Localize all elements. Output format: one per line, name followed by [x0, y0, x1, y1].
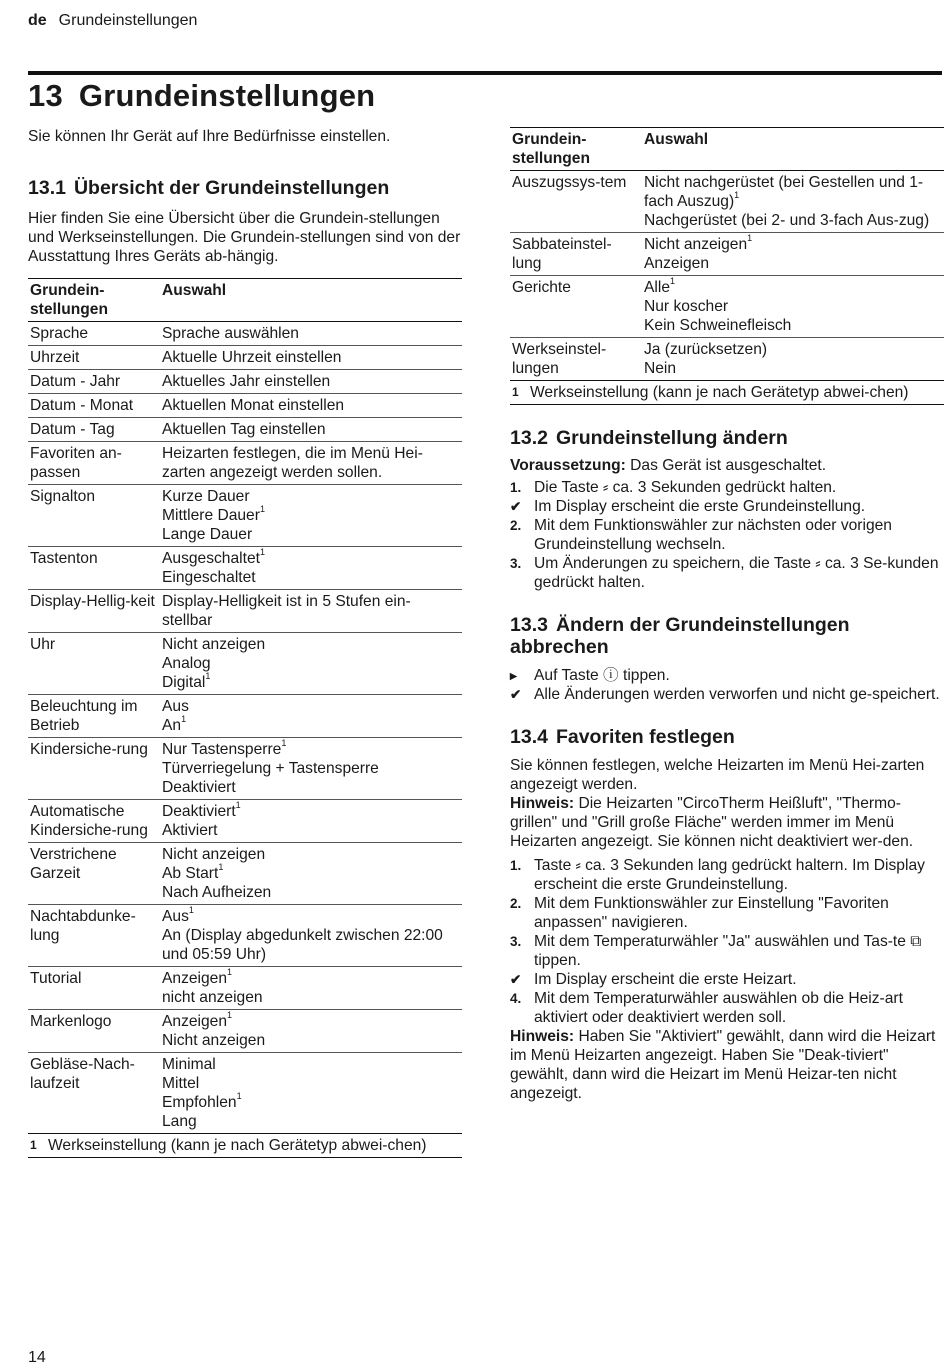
right-column [510, 127, 944, 1103]
option-value [162, 324, 460, 343]
table-row [28, 800, 462, 843]
table-row [28, 633, 462, 695]
step-marker: 1. [510, 858, 522, 873]
setting-options [160, 738, 462, 800]
header-setting: Grundein-stellungen [30, 282, 108, 318]
option-value [162, 759, 460, 778]
footnote-mark: 1 [30, 1138, 37, 1152]
option-text: Aktuelle Uhrzeit einstellen [162, 349, 342, 366]
option-text: An [162, 717, 182, 734]
option-value [162, 525, 460, 544]
factory-default-mark: 1 [218, 861, 224, 872]
page-number: 14 [28, 1349, 46, 1366]
section-13-4-steps [510, 856, 944, 1027]
table-row [510, 276, 944, 338]
step-item [510, 856, 944, 894]
step-text: Alle Änderungen werden verworfen und nicht ge-speichert. [534, 686, 940, 703]
section-title: Favoriten festlegen [555, 726, 735, 748]
step-text: Die Taste ⸗ ca. 3 Sekunden gedrückt halten. [534, 479, 837, 496]
step-item [510, 970, 944, 989]
setting-options [160, 370, 462, 394]
option-text: Nach Aufheizen [162, 884, 272, 901]
option-value [162, 670, 460, 692]
footnote-mark: 1 [512, 385, 519, 399]
intro-text: Sie können Ihr Gerät auf Ihre Bedürfnisse einstellen. [28, 128, 391, 145]
table-row [510, 338, 944, 381]
note-1 [510, 794, 944, 851]
setting-name: Werkseinstel-lungen [512, 341, 607, 377]
step-marker: 1. [510, 480, 522, 495]
factory-default-mark: 1 [188, 904, 194, 915]
option-value [162, 821, 460, 840]
option-text: Heizarten festlegen, die im Menü Hei-zarten angezeigt werden sollen. [162, 445, 423, 481]
setting-name: Gerichte [512, 279, 571, 296]
option-value [162, 1090, 460, 1112]
setting-options [642, 276, 944, 338]
step-text: Auf Taste ⓘ tippen. [534, 667, 670, 684]
option-value [644, 211, 942, 230]
option-value [644, 297, 942, 316]
step-marker: 4. [510, 991, 522, 1006]
option-value [162, 420, 460, 439]
table-2-footnote [510, 381, 944, 405]
setting-options [160, 1053, 462, 1134]
setting-name: Uhr [30, 636, 56, 653]
option-value [162, 1112, 460, 1131]
option-text: Nicht anzeigen [162, 1032, 266, 1049]
step-marker: ▸ [510, 668, 517, 683]
option-text: Kurze Dauer [162, 488, 250, 505]
prerequisite [510, 456, 944, 475]
option-value [162, 396, 460, 415]
step-item [510, 554, 944, 592]
factory-default-mark: 1 [227, 966, 233, 977]
option-text: Display-Helligkeit ist in 5 Stufen ein-stellbar [162, 593, 411, 629]
option-text: Minimal [162, 1056, 216, 1073]
table-row [28, 418, 462, 442]
setting-name: Beleuchtung im Betrieb [30, 698, 138, 734]
setting-options [160, 322, 462, 346]
section-number: 13.4 [510, 726, 548, 748]
option-text: Nicht anzeigen [162, 636, 266, 653]
option-text: Aus [162, 908, 189, 925]
option-value [162, 904, 460, 926]
option-value [162, 503, 460, 525]
option-value [162, 372, 460, 391]
setting-options [160, 418, 462, 442]
section-title: Ändern der Grundeinstellungen abbrechen [510, 614, 850, 658]
factory-default-mark: 1 [670, 275, 676, 286]
step-item [510, 932, 944, 970]
setting-options [160, 394, 462, 418]
option-value [644, 254, 942, 273]
step-text: Mit dem Funktionswähler zur nächsten oder vorigen Grundeinstellung wechseln. [534, 517, 892, 553]
table-row [28, 346, 462, 370]
table-row [28, 547, 462, 590]
section-13-3-heading [510, 614, 944, 658]
option-text: Lange Dauer [162, 526, 253, 543]
option-value [162, 845, 460, 864]
option-text: nicht anzeigen [162, 989, 263, 1006]
running-header [28, 12, 197, 30]
setting-name: Datum - Monat [30, 397, 134, 414]
note-text: Haben Sie "Aktiviert" gewählt, dann wird die Heizart im Menü Heizarten angezeigt. Haben Sie "Deak-tiviert" gewählt, dann wird die Heizart im Menü Heizar-ten nicht angezeigt. [510, 1028, 936, 1102]
table-row [28, 1053, 462, 1134]
setting-name: Datum - Tag [30, 421, 115, 438]
option-text: Ausgeschaltet [162, 550, 260, 567]
setting-name: Display-Hellig-keit [30, 593, 155, 610]
step-marker: ✔ [510, 687, 522, 702]
setting-options [160, 547, 462, 590]
option-value [644, 275, 942, 297]
setting-options [160, 346, 462, 370]
option-text: Deaktiviert [162, 803, 236, 820]
option-value [162, 861, 460, 883]
setting-name: Gebläse-Nach-laufzeit [30, 1056, 135, 1092]
option-text: Mittel [162, 1075, 200, 1092]
section-13-2-steps [510, 478, 944, 592]
factory-default-mark: 1 [235, 799, 241, 810]
step-text: Mit dem Funktionswähler zur Einstellung "Favoriten anpassen" navigieren. [534, 895, 889, 931]
factory-default-mark: 1 [181, 713, 187, 724]
step-text: Mit dem Temperaturwähler auswählen ob die Heiz-art aktiviert oder deaktiviert werden soll. [534, 990, 903, 1026]
option-value [162, 778, 460, 797]
header-setting: Grundein-stellungen [512, 131, 590, 167]
table-row [28, 967, 462, 1010]
setting-options [160, 633, 462, 695]
option-text: Nein [644, 360, 677, 377]
option-value [644, 359, 942, 378]
setting-name: Nachtabdunke-lung [30, 908, 136, 944]
table-row [28, 695, 462, 738]
setting-name: Favoriten an-passen [30, 445, 122, 481]
option-value [162, 988, 460, 1007]
setting-options [160, 1010, 462, 1053]
header-options: Auswahl [162, 282, 227, 299]
setting-options [642, 171, 944, 233]
option-text: Nicht anzeigen [162, 846, 266, 863]
setting-name: Uhrzeit [30, 349, 80, 366]
section-13-2-heading [510, 427, 944, 449]
option-value [162, 799, 460, 821]
table-row [510, 233, 944, 276]
option-value [162, 444, 460, 482]
section-13-3-steps [510, 666, 944, 704]
table-row [28, 370, 462, 394]
option-text: Aktuellen Monat einstellen [162, 397, 345, 414]
option-value [644, 340, 942, 359]
option-value [162, 713, 460, 735]
setting-options [160, 590, 462, 633]
section-number: 13.1 [28, 177, 66, 199]
setting-name: Markenlogo [30, 1013, 112, 1030]
option-text: Analog [162, 655, 211, 672]
table-row [28, 590, 462, 633]
section-number: 13.2 [510, 427, 548, 449]
option-text: Mittlere Dauer [162, 507, 260, 524]
option-text: Eingeschaltet [162, 569, 256, 586]
settings-table-1 [28, 278, 462, 1134]
option-text: Nachgerüstet (bei 2- und 3-fach Aus-zug) [644, 212, 930, 229]
factory-default-mark: 1 [259, 546, 265, 557]
header-rule [28, 71, 942, 75]
language-code: de [28, 12, 47, 29]
option-value [162, 966, 460, 988]
step-marker: 2. [510, 518, 522, 533]
setting-name: Signalton [30, 488, 96, 505]
setting-name: Automatische Kindersiche-rung [30, 803, 148, 839]
factory-default-mark: 1 [236, 1090, 242, 1101]
table-row [28, 905, 462, 967]
step-item [510, 497, 944, 516]
option-text: Deaktiviert [162, 779, 236, 796]
option-value [162, 1009, 460, 1031]
left-column [28, 127, 462, 1158]
table-row [28, 394, 462, 418]
option-value [162, 635, 460, 654]
option-text: Nicht nachgerüstet (bei Gestellen und 1-fach Auszug) [644, 174, 924, 210]
option-text: Digital [162, 674, 206, 691]
option-text: Lang [162, 1113, 197, 1130]
option-text: Nur Tastensperre [162, 741, 282, 758]
note-2 [510, 1027, 944, 1103]
table-row [28, 738, 462, 800]
table-header-row [510, 128, 944, 171]
prerequisite-text: Das Gerät ist ausgeschaltet. [625, 457, 827, 474]
step-item [510, 666, 944, 685]
setting-options [160, 905, 462, 967]
factory-default-mark: 1 [227, 1009, 233, 1020]
prerequisite-label: Voraussetzung: [510, 457, 626, 474]
setting-name: Sprache [30, 325, 89, 342]
option-text: Aus [162, 698, 189, 715]
settings-table-2-body [510, 171, 944, 381]
factory-default-mark: 1 [747, 232, 753, 243]
option-value [162, 1074, 460, 1093]
factory-default-mark: 1 [734, 189, 740, 200]
option-text: Anzeigen [162, 1013, 228, 1030]
header-options: Auswahl [644, 131, 709, 148]
table-header-row [28, 279, 462, 322]
note-text: Die Heizarten "CircoTherm Heißluft", "Thermo-grillen" und "Grill große Fläche" werden immer im Menü Heizarten angezeigt. Sie können nicht deaktiviert wer-den. [510, 795, 914, 850]
setting-name: Tutorial [30, 970, 82, 987]
option-value [162, 487, 460, 506]
setting-options [160, 485, 462, 547]
note-label: Hinweis: [510, 1028, 575, 1045]
option-text: Anzeigen [162, 970, 228, 987]
section-number: 13.3 [510, 614, 548, 636]
setting-name: Tastenton [30, 550, 98, 567]
option-text: Sprache auswählen [162, 325, 299, 342]
option-value [162, 546, 460, 568]
table-row [28, 322, 462, 346]
table-row [510, 171, 944, 233]
section-13-4-heading [510, 726, 944, 748]
option-value [644, 316, 942, 335]
option-value [162, 592, 460, 630]
option-value [162, 737, 460, 759]
step-marker: ✔ [510, 499, 522, 514]
step-text: Taste ⸗ ca. 3 Sekunden lang gedrückt haltern. Im Display erscheint die erste Grundeinstellung. [534, 857, 925, 893]
step-text: Um Änderungen zu speichern, die Taste ⸗ ca. 3 Se-kunden gedrückt halten. [534, 555, 939, 591]
option-text: Aktuelles Jahr einstellen [162, 373, 331, 390]
option-text: An (Display abgedunkelt zwischen 22:00 und 05:59 Uhr) [162, 927, 443, 963]
setting-name: Datum - Jahr [30, 373, 121, 390]
setting-name: Auszugssys-tem [512, 174, 627, 191]
option-value [162, 926, 460, 964]
setting-options [160, 967, 462, 1010]
factory-default-mark: 1 [205, 670, 211, 681]
section-13-4-text: Sie können festlegen, welche Heizarten im Menü Hei-zarten angezeigt werden. [510, 757, 925, 793]
option-value [162, 348, 460, 367]
option-value [644, 232, 942, 254]
factory-default-mark: 1 [259, 503, 265, 514]
step-item [510, 989, 944, 1027]
option-text: Nicht anzeigen [644, 236, 748, 253]
option-value [162, 568, 460, 587]
option-text: Nur koscher [644, 298, 729, 315]
option-value [162, 1055, 460, 1074]
setting-options [160, 800, 462, 843]
factory-default-mark: 1 [281, 737, 287, 748]
setting-options [160, 843, 462, 905]
chapter-title [28, 78, 375, 114]
option-text: Aktiviert [162, 822, 218, 839]
option-text: Aktuellen Tag einstellen [162, 421, 326, 438]
step-marker: 3. [510, 934, 522, 949]
table-row [28, 442, 462, 485]
settings-table-1-body [28, 322, 462, 1134]
step-marker: ✔ [510, 972, 522, 987]
section-13-1-text: Hier finden Sie eine Übersicht über die Grundein-stellungen und Werkseinstellungen. Die Grundein-stellungen sind von der Ausstattung Ihres Geräts ab-hängig. [28, 210, 461, 265]
option-text: Ja (zurücksetzen) [644, 341, 768, 358]
settings-table-2 [510, 127, 944, 381]
chapter-title-text: Grundeinstellungen [78, 78, 376, 113]
setting-name: Kindersiche-rung [30, 741, 148, 758]
setting-name: Verstrichene Garzeit [30, 846, 117, 882]
step-marker: 2. [510, 896, 522, 911]
section-13-1-heading [28, 177, 462, 199]
step-item [510, 685, 944, 704]
section-title: Übersicht der Grundeinstellungen [73, 177, 390, 199]
table-row [28, 1010, 462, 1053]
step-text: Mit dem Temperaturwähler "Ja" auswählen und Tas-te ⧉ tippen. [534, 933, 922, 969]
option-value [162, 1031, 460, 1050]
step-marker: 3. [510, 556, 522, 571]
option-text: Empfohlen [162, 1094, 237, 1111]
note-label: Hinweis: [510, 795, 575, 812]
header-section: Grundeinstellungen [58, 12, 198, 29]
option-text: Ab Start [162, 865, 219, 882]
footnote-text: Werkseinstellung (kann je nach Gerätetyp abwei-chen) [48, 1137, 427, 1154]
step-item [510, 478, 944, 497]
setting-options [642, 338, 944, 381]
option-text: Anzeigen [644, 255, 710, 272]
step-item [510, 516, 944, 554]
option-text: Kein Schweinefleisch [644, 317, 792, 334]
setting-options [160, 442, 462, 485]
footnote-text: Werkseinstellung (kann je nach Gerätetyp abwei-chen) [530, 384, 909, 401]
option-value [162, 697, 460, 716]
chapter-number: 13 [28, 78, 63, 113]
option-value [162, 883, 460, 902]
option-text: Türverriegelung + Tastensperre [162, 760, 379, 777]
option-value [644, 173, 942, 211]
setting-options [160, 695, 462, 738]
option-text: Alle [644, 279, 671, 296]
step-item [510, 894, 944, 932]
table-row [28, 843, 462, 905]
table-row [28, 485, 462, 547]
setting-options [642, 233, 944, 276]
section-title: Grundeinstellung ändern [555, 427, 788, 449]
setting-name: Sabbateinstel-lung [512, 236, 612, 272]
step-text: Im Display erscheint die erste Grundeinstellung. [534, 498, 866, 515]
table-1-footnote [28, 1134, 462, 1158]
step-text: Im Display erscheint die erste Heizart. [534, 971, 797, 988]
